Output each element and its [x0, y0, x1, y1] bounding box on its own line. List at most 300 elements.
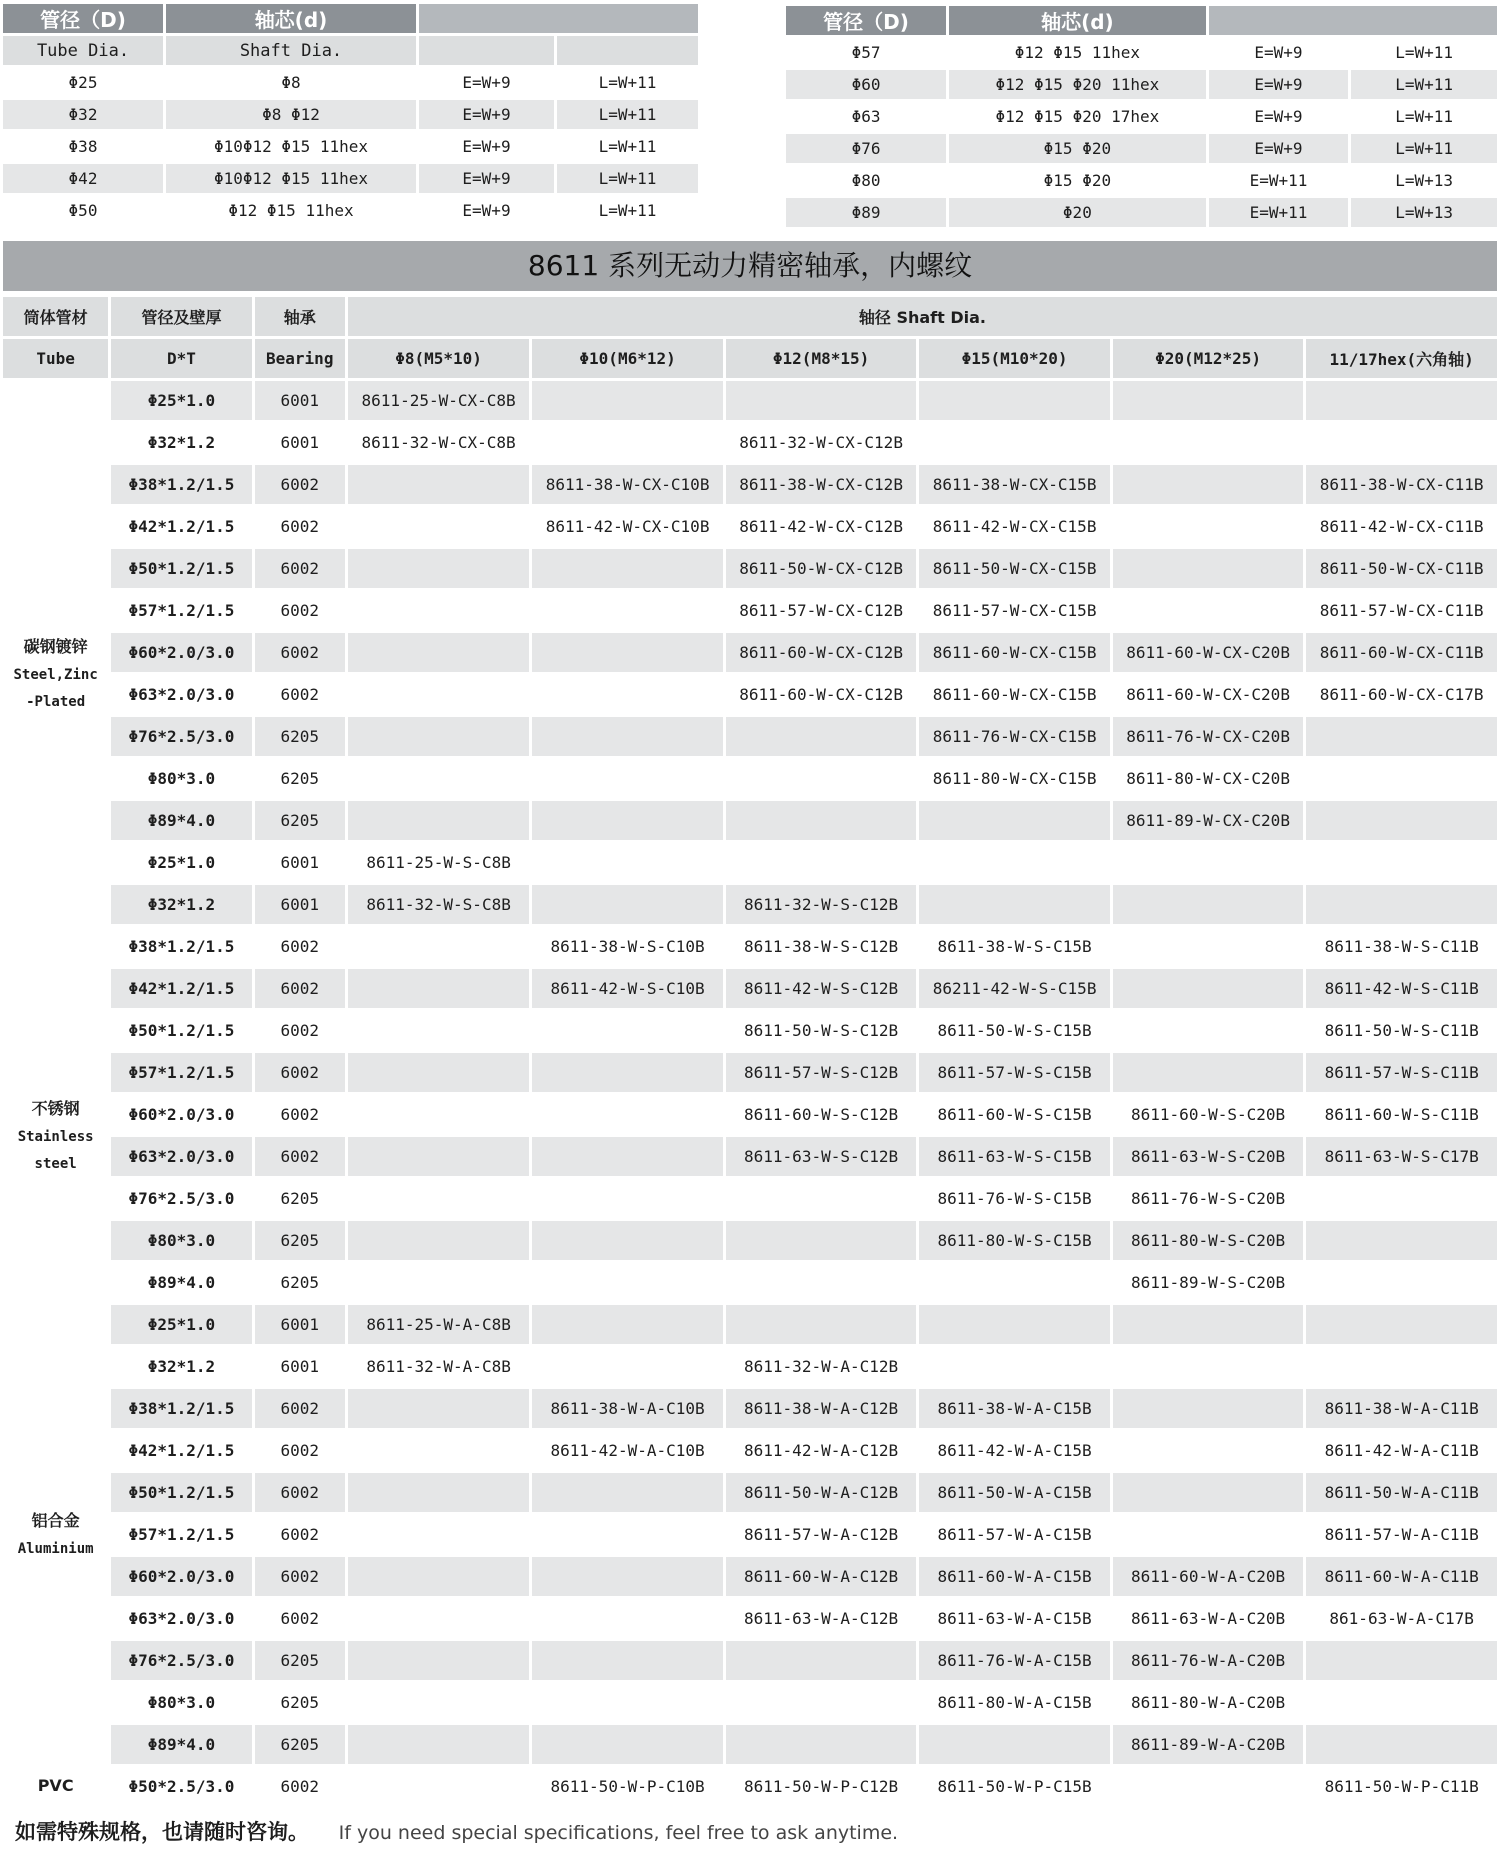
header-blank [419, 4, 698, 33]
part-number-cell [348, 675, 529, 714]
tube-dia-cell: Φ25 [3, 68, 163, 97]
header-shaft-12: Φ12(M8*15) [726, 339, 917, 378]
shaft-dia-cell: Φ8 Φ12 [166, 100, 416, 129]
bearing-cell: 6205 [255, 1641, 345, 1680]
part-number-cell [348, 1641, 529, 1680]
bearing-cell: 6001 [255, 843, 345, 882]
header-shaft-8: Φ8(M5*10) [348, 339, 529, 378]
part-number-cell [1113, 507, 1304, 546]
part-number-cell: 8611-38-W-S-C10B [532, 927, 723, 966]
dt-cell: Φ76*2.5/3.0 [111, 1641, 251, 1680]
bearing-cell: 6001 [255, 423, 345, 462]
dt-cell: Φ76*2.5/3.0 [111, 1179, 251, 1218]
part-number-cell: 8611-50-W-S-C12B [726, 1011, 917, 1050]
part-number-cell [532, 1725, 723, 1764]
material-cn: 不锈钢 [31, 1098, 80, 1118]
bearing-cell: 6002 [255, 1011, 345, 1050]
dt-cell: Φ80*3.0 [111, 1221, 251, 1260]
part-number-cell: 8611-63-W-S-C15B [919, 1137, 1110, 1176]
tube-dia-cell: Φ42 [3, 164, 163, 193]
part-number-cell [532, 1557, 723, 1596]
bearing-cell: 6002 [255, 1473, 345, 1512]
part-number-cell [532, 885, 723, 924]
shaft-dia-cell: Φ12 Φ15 11hex [166, 196, 416, 225]
dt-cell: Φ89*4.0 [111, 1725, 251, 1764]
e-formula-cell: E=W+9 [1209, 38, 1349, 67]
dt-cell: Φ63*2.0/3.0 [111, 675, 251, 714]
header-tube-material: 筒体管材 [3, 297, 108, 336]
bearing-cell: 6001 [255, 1305, 345, 1344]
material-en: Stainless [17, 1129, 94, 1146]
part-number-cell [532, 1011, 723, 1050]
bearing-cell: 6002 [255, 1599, 345, 1638]
part-number-cell [348, 1137, 529, 1176]
part-number-cell [1306, 885, 1497, 924]
table-row [3, 68, 698, 97]
part-number-cell [726, 843, 917, 882]
bearing-cell: 6205 [255, 1179, 345, 1218]
top-right-spec-table [783, 3, 1500, 230]
bearing-cell: 6002 [255, 1137, 345, 1176]
part-number-cell: 8611-60-W-CX-C15B [919, 675, 1110, 714]
tube-dia-cell: Φ32 [3, 100, 163, 129]
part-number-cell: 8611-80-W-A-C20B [1113, 1683, 1304, 1722]
part-number-cell: 86211-42-W-S-C15B [919, 969, 1110, 1008]
part-number-cell: 8611-42-W-S-C11B [1306, 969, 1497, 1008]
dt-cell: Φ57*1.2/1.5 [111, 1053, 251, 1092]
table-row [3, 675, 1497, 714]
part-number-cell: 8611-38-W-CX-C15B [919, 465, 1110, 504]
part-number-cell [1113, 927, 1304, 966]
part-number-cell [532, 717, 723, 756]
material-cn: PVC [37, 1776, 74, 1796]
part-number-cell: 8611-42-W-CX-C11B [1306, 507, 1497, 546]
bearing-cell: 6002 [255, 969, 345, 1008]
part-number-cell: 8611-50-W-P-C12B [726, 1767, 917, 1806]
material-en: steel [34, 1155, 77, 1172]
l-formula-cell: L=W+13 [1351, 198, 1497, 227]
part-number-cell: 8611-42-W-A-C11B [1306, 1431, 1497, 1470]
part-number-cell [348, 1599, 529, 1638]
material-en: Aluminium [17, 1541, 94, 1558]
part-number-cell: 8611-38-W-A-C10B [532, 1389, 723, 1428]
part-number-cell: 8611-80-W-S-C20B [1113, 1221, 1304, 1260]
part-number-cell: 8611-38-W-CX-C12B [726, 465, 917, 504]
table-row [3, 1389, 1497, 1428]
footer-note [15, 1816, 898, 1852]
part-number-cell [726, 1179, 917, 1218]
table-row [3, 164, 698, 193]
table-row [3, 1263, 1497, 1302]
top-left-spec-table [0, 1, 701, 228]
part-number-cell [919, 423, 1110, 462]
shaft-dia-cell: Φ12 Φ15 Φ20 17hex [949, 102, 1206, 131]
l-formula-cell: L=W+11 [1351, 38, 1497, 67]
part-number-cell: 8611-25-W-A-C8B [348, 1305, 529, 1344]
l-formula-cell: L=W+11 [557, 100, 698, 129]
part-number-cell [348, 1473, 529, 1512]
part-number-cell: 8611-60-W-A-C12B [726, 1557, 917, 1596]
part-number-cell: 8611-63-W-A-C12B [726, 1599, 917, 1638]
part-number-cell [919, 885, 1110, 924]
footer-cn: 如需特殊规格，也请随时咨询。 [15, 1820, 309, 1844]
part-number-cell: 8611-42-W-A-C12B [726, 1431, 917, 1470]
part-number-cell [348, 1011, 529, 1050]
part-number-cell [726, 717, 917, 756]
part-number-cell [348, 1095, 529, 1134]
l-formula-cell: L=W+11 [557, 132, 698, 161]
part-number-cell [726, 381, 917, 420]
table-row [786, 70, 1497, 99]
subheader-tube-dia: Tube Dia. [3, 36, 163, 65]
material-en: -Plated [26, 693, 86, 710]
part-number-cell [1306, 1683, 1497, 1722]
part-number-cell: 8611-42-W-S-C10B [532, 969, 723, 1008]
part-number-cell [1113, 885, 1304, 924]
part-number-cell: 8611-57-W-S-C12B [726, 1053, 917, 1092]
tube-dia-cell: Φ57 [786, 38, 946, 67]
table-row [3, 1011, 1497, 1050]
part-number-cell [1113, 465, 1304, 504]
e-formula-cell: E=W+9 [419, 100, 554, 129]
header-bearing: 轴承 [255, 297, 345, 336]
part-number-cell [919, 801, 1110, 840]
part-number-cell [348, 969, 529, 1008]
bearing-cell: 6205 [255, 801, 345, 840]
part-number-cell: 8611-76-W-S-C20B [1113, 1179, 1304, 1218]
bearing-cell: 6205 [255, 1263, 345, 1302]
l-formula-cell: L=W+11 [557, 164, 698, 193]
bearing-cell: 6205 [255, 1725, 345, 1764]
header-dt: 管径及壁厚 [111, 297, 251, 336]
dt-cell: Φ32*1.2 [111, 885, 251, 924]
part-number-cell [1306, 1305, 1497, 1344]
dt-cell: Φ50*1.2/1.5 [111, 1473, 251, 1512]
footer-en: If you need special specifications, feel free to ask anytime. [338, 1822, 899, 1844]
part-number-cell: 8611-50-W-S-C11B [1306, 1011, 1497, 1050]
dt-cell: Φ38*1.2/1.5 [111, 465, 251, 504]
shaft-dia-cell: Φ8 [166, 68, 416, 97]
part-number-cell: 8611-63-W-S-C20B [1113, 1137, 1304, 1176]
part-number-cell [348, 1557, 529, 1596]
part-number-cell [1306, 423, 1497, 462]
part-number-cell [1113, 1767, 1304, 1806]
part-number-cell [1306, 759, 1497, 798]
part-number-cell [1306, 843, 1497, 882]
subheader-blank [419, 36, 554, 65]
part-number-cell [1306, 801, 1497, 840]
part-number-cell: 8611-60-W-CX-C12B [726, 675, 917, 714]
part-number-cell [348, 1725, 529, 1764]
part-number-cell [532, 759, 723, 798]
part-number-cell [1113, 1347, 1304, 1386]
l-formula-cell: L=W+11 [557, 68, 698, 97]
part-number-cell: 8611-32-W-CX-C8B [348, 423, 529, 462]
l-formula-cell: L=W+11 [1351, 134, 1497, 163]
part-number-cell [532, 1473, 723, 1512]
main-product-table [0, 294, 1500, 1809]
part-number-cell: 8611-89-W-A-C20B [1113, 1725, 1304, 1764]
part-number-cell: 8611-50-W-P-C15B [919, 1767, 1110, 1806]
part-number-cell [1113, 1389, 1304, 1428]
part-number-cell: 8611-57-W-A-C15B [919, 1515, 1110, 1554]
table-row [786, 134, 1497, 163]
shaft-dia-cell: Φ12 Φ15 Φ20 11hex [949, 70, 1206, 99]
bearing-cell: 6002 [255, 465, 345, 504]
part-number-cell [726, 1263, 917, 1302]
part-number-cell [532, 1683, 723, 1722]
table-row [3, 843, 1497, 882]
part-number-cell [532, 1263, 723, 1302]
part-number-cell: 8611-57-W-A-C12B [726, 1515, 917, 1554]
header-shaft-dia: 轴芯(d) [949, 6, 1206, 35]
part-number-cell [532, 843, 723, 882]
part-number-cell [348, 1767, 529, 1806]
part-number-cell: 8611-50-W-P-C10B [532, 1767, 723, 1806]
table-row [3, 549, 1497, 588]
dt-cell: Φ89*4.0 [111, 801, 251, 840]
part-number-cell [1113, 1473, 1304, 1512]
part-number-cell: 8611-60-W-CX-C11B [1306, 633, 1497, 672]
part-number-cell [532, 1515, 723, 1554]
header-tube: Tube [3, 339, 108, 378]
part-number-cell [532, 549, 723, 588]
part-number-cell [919, 1305, 1110, 1344]
part-number-cell: 8611-63-W-S-C17B [1306, 1137, 1497, 1176]
tube-dia-cell: Φ80 [786, 166, 946, 195]
part-number-cell: 8611-38-W-S-C11B [1306, 927, 1497, 966]
l-formula-cell: L=W+13 [1351, 166, 1497, 195]
subheader-blank [557, 36, 698, 65]
table-row [786, 198, 1497, 227]
part-number-cell [1306, 717, 1497, 756]
part-number-cell: 8611-50-W-P-C11B [1306, 1767, 1497, 1806]
dt-cell: Φ50*2.5/3.0 [111, 1767, 251, 1806]
dt-cell: Φ60*2.0/3.0 [111, 1557, 251, 1596]
shaft-dia-cell: Φ15 Φ20 [949, 166, 1206, 195]
part-number-cell [348, 549, 529, 588]
table-row [3, 1641, 1497, 1680]
dt-cell: Φ38*1.2/1.5 [111, 927, 251, 966]
part-number-cell [348, 1431, 529, 1470]
bearing-cell: 6001 [255, 1347, 345, 1386]
part-number-cell: 8611-76-W-A-C20B [1113, 1641, 1304, 1680]
part-number-cell: 8611-80-W-CX-C20B [1113, 759, 1304, 798]
table-row [3, 1431, 1497, 1470]
bearing-cell: 6002 [255, 1557, 345, 1596]
part-number-cell [348, 507, 529, 546]
bearing-cell: 6002 [255, 591, 345, 630]
header-tube-dia: 管径（D) [786, 6, 946, 35]
tube-dia-cell: Φ89 [786, 198, 946, 227]
table-row [3, 591, 1497, 630]
part-number-cell [1306, 1641, 1497, 1680]
dt-cell: Φ42*1.2/1.5 [111, 507, 251, 546]
material-en: Steel,Zinc [13, 667, 98, 684]
header-shaft-dia: 轴径 Shaft Dia. [348, 297, 1497, 336]
table-row [3, 885, 1497, 924]
table-row [3, 1767, 1497, 1806]
part-number-cell: 8611-60-W-A-C11B [1306, 1557, 1497, 1596]
part-number-cell: 8611-32-W-S-C12B [726, 885, 917, 924]
bearing-cell: 6002 [255, 1095, 345, 1134]
part-number-cell: 8611-57-W-CX-C15B [919, 591, 1110, 630]
part-number-cell [1113, 1515, 1304, 1554]
part-number-cell [1113, 1053, 1304, 1092]
part-number-cell [348, 1683, 529, 1722]
dt-cell: Φ32*1.2 [111, 1347, 251, 1386]
table-row [3, 1347, 1497, 1386]
part-number-cell [348, 927, 529, 966]
material-group-label [3, 1767, 108, 1806]
dt-cell: Φ63*2.0/3.0 [111, 1137, 251, 1176]
part-number-cell: 8611-25-W-CX-C8B [348, 381, 529, 420]
table-row [3, 381, 1497, 420]
part-number-cell: 8611-63-W-A-C20B [1113, 1599, 1304, 1638]
part-number-cell: 8611-57-W-A-C11B [1306, 1515, 1497, 1554]
part-number-cell: 8611-60-W-CX-C20B [1113, 633, 1304, 672]
part-number-cell [532, 1347, 723, 1386]
part-number-cell: 861-63-W-A-C17B [1306, 1599, 1497, 1638]
part-number-cell: 8611-60-W-CX-C12B [726, 633, 917, 672]
table-row [3, 100, 698, 129]
material-group-label [3, 381, 108, 966]
part-number-cell: 8611-38-W-CX-C11B [1306, 465, 1497, 504]
table-row [3, 927, 1497, 966]
header-shaft-hex: 11/17hex(六角轴) [1306, 339, 1497, 378]
part-number-cell: 8611-42-W-CX-C10B [532, 507, 723, 546]
part-number-cell: 8611-63-W-A-C15B [919, 1599, 1110, 1638]
bearing-cell: 6205 [255, 759, 345, 798]
part-number-cell [348, 759, 529, 798]
part-number-cell [348, 633, 529, 672]
dt-cell: Φ60*2.0/3.0 [111, 633, 251, 672]
dt-cell: Φ32*1.2 [111, 423, 251, 462]
part-number-cell: 8611-50-W-CX-C15B [919, 549, 1110, 588]
material-cn: 碳钢镀锌 [23, 636, 88, 656]
part-number-cell: 8611-50-W-A-C12B [726, 1473, 917, 1512]
part-number-cell [348, 1179, 529, 1218]
part-number-cell [532, 423, 723, 462]
part-number-cell: 8611-32-W-A-C12B [726, 1347, 917, 1386]
table-row [3, 1725, 1497, 1764]
header-shaft-10: Φ10(M6*12) [532, 339, 723, 378]
dt-cell: Φ42*1.2/1.5 [111, 1431, 251, 1470]
e-formula-cell: E=W+11 [1209, 166, 1349, 195]
part-number-cell: 8611-80-W-A-C15B [919, 1683, 1110, 1722]
table-row [3, 1095, 1497, 1134]
dt-cell: Φ76*2.5/3.0 [111, 717, 251, 756]
part-number-cell [532, 381, 723, 420]
bearing-cell: 6001 [255, 381, 345, 420]
part-number-cell [1113, 1011, 1304, 1050]
part-number-cell [348, 591, 529, 630]
part-number-cell: 8611-42-W-CX-C15B [919, 507, 1110, 546]
part-number-cell [919, 843, 1110, 882]
dt-cell: Φ25*1.0 [111, 381, 251, 420]
dt-cell: Φ25*1.0 [111, 843, 251, 882]
part-number-cell [919, 381, 1110, 420]
bearing-cell: 6002 [255, 1389, 345, 1428]
bearing-cell: 6205 [255, 1683, 345, 1722]
dt-cell: Φ57*1.2/1.5 [111, 1515, 251, 1554]
bearing-cell: 6002 [255, 633, 345, 672]
table-row [3, 1683, 1497, 1722]
bearing-cell: 6205 [255, 717, 345, 756]
bearing-cell: 6002 [255, 1053, 345, 1092]
table-row [3, 196, 698, 225]
dt-cell: Φ50*1.2/1.5 [111, 1011, 251, 1050]
header-blank [1209, 6, 1497, 35]
bearing-cell: 6002 [255, 549, 345, 588]
bearing-cell: 6002 [255, 675, 345, 714]
table-row [3, 1473, 1497, 1512]
part-number-cell [532, 591, 723, 630]
table-row [3, 759, 1497, 798]
part-number-cell [919, 1347, 1110, 1386]
shaft-dia-cell: Φ20 [949, 198, 1206, 227]
part-number-cell [348, 1053, 529, 1092]
material-group-label [3, 969, 108, 1302]
part-number-cell: 8611-38-W-A-C11B [1306, 1389, 1497, 1428]
l-formula-cell: L=W+11 [1351, 70, 1497, 99]
table-row [3, 1515, 1497, 1554]
part-number-cell [726, 759, 917, 798]
part-number-cell: 8611-50-W-S-C15B [919, 1011, 1110, 1050]
dt-cell: Φ60*2.0/3.0 [111, 1095, 251, 1134]
tube-dia-cell: Φ76 [786, 134, 946, 163]
bearing-cell: 6002 [255, 1515, 345, 1554]
part-number-cell: 8611-80-W-CX-C15B [919, 759, 1110, 798]
series-title: 8611 系列无动力精密轴承，内螺纹 [3, 241, 1497, 291]
shaft-dia-cell: Φ12 Φ15 11hex [949, 38, 1206, 67]
shaft-dia-cell: Φ10Φ12 Φ15 11hex [166, 132, 416, 161]
bearing-cell: 6002 [255, 1767, 345, 1806]
table-row [3, 423, 1497, 462]
part-number-cell [532, 1179, 723, 1218]
part-number-cell [1306, 1263, 1497, 1302]
header-shaft-20: Φ20(M12*25) [1113, 339, 1304, 378]
part-number-cell [1113, 969, 1304, 1008]
tube-dia-cell: Φ38 [3, 132, 163, 161]
part-number-cell: 8611-57-W-CX-C11B [1306, 591, 1497, 630]
part-number-cell: 8611-60-W-CX-C15B [919, 633, 1110, 672]
part-number-cell: 8611-38-W-A-C12B [726, 1389, 917, 1428]
table-row [3, 1179, 1497, 1218]
dt-cell: Φ42*1.2/1.5 [111, 969, 251, 1008]
table-row [3, 1599, 1497, 1638]
part-number-cell [532, 1305, 723, 1344]
subheader-shaft-dia: Shaft Dia. [166, 36, 416, 65]
part-number-cell: 8611-38-W-CX-C10B [532, 465, 723, 504]
dt-cell: Φ25*1.0 [111, 1305, 251, 1344]
part-number-cell [1113, 591, 1304, 630]
table-row [3, 633, 1497, 672]
part-number-cell [1113, 843, 1304, 882]
part-number-cell: 8611-42-W-A-C15B [919, 1431, 1110, 1470]
dt-cell: Φ63*2.0/3.0 [111, 1599, 251, 1638]
part-number-cell [1113, 381, 1304, 420]
table-row [786, 102, 1497, 131]
part-number-cell: 8611-89-W-CX-C20B [1113, 801, 1304, 840]
table-row [3, 801, 1497, 840]
tube-dia-cell: Φ60 [786, 70, 946, 99]
part-number-cell: 8611-38-W-A-C15B [919, 1389, 1110, 1428]
table-row [786, 38, 1497, 67]
table-row [3, 1557, 1497, 1596]
part-number-cell [919, 1263, 1110, 1302]
material-group-label [3, 1305, 108, 1764]
